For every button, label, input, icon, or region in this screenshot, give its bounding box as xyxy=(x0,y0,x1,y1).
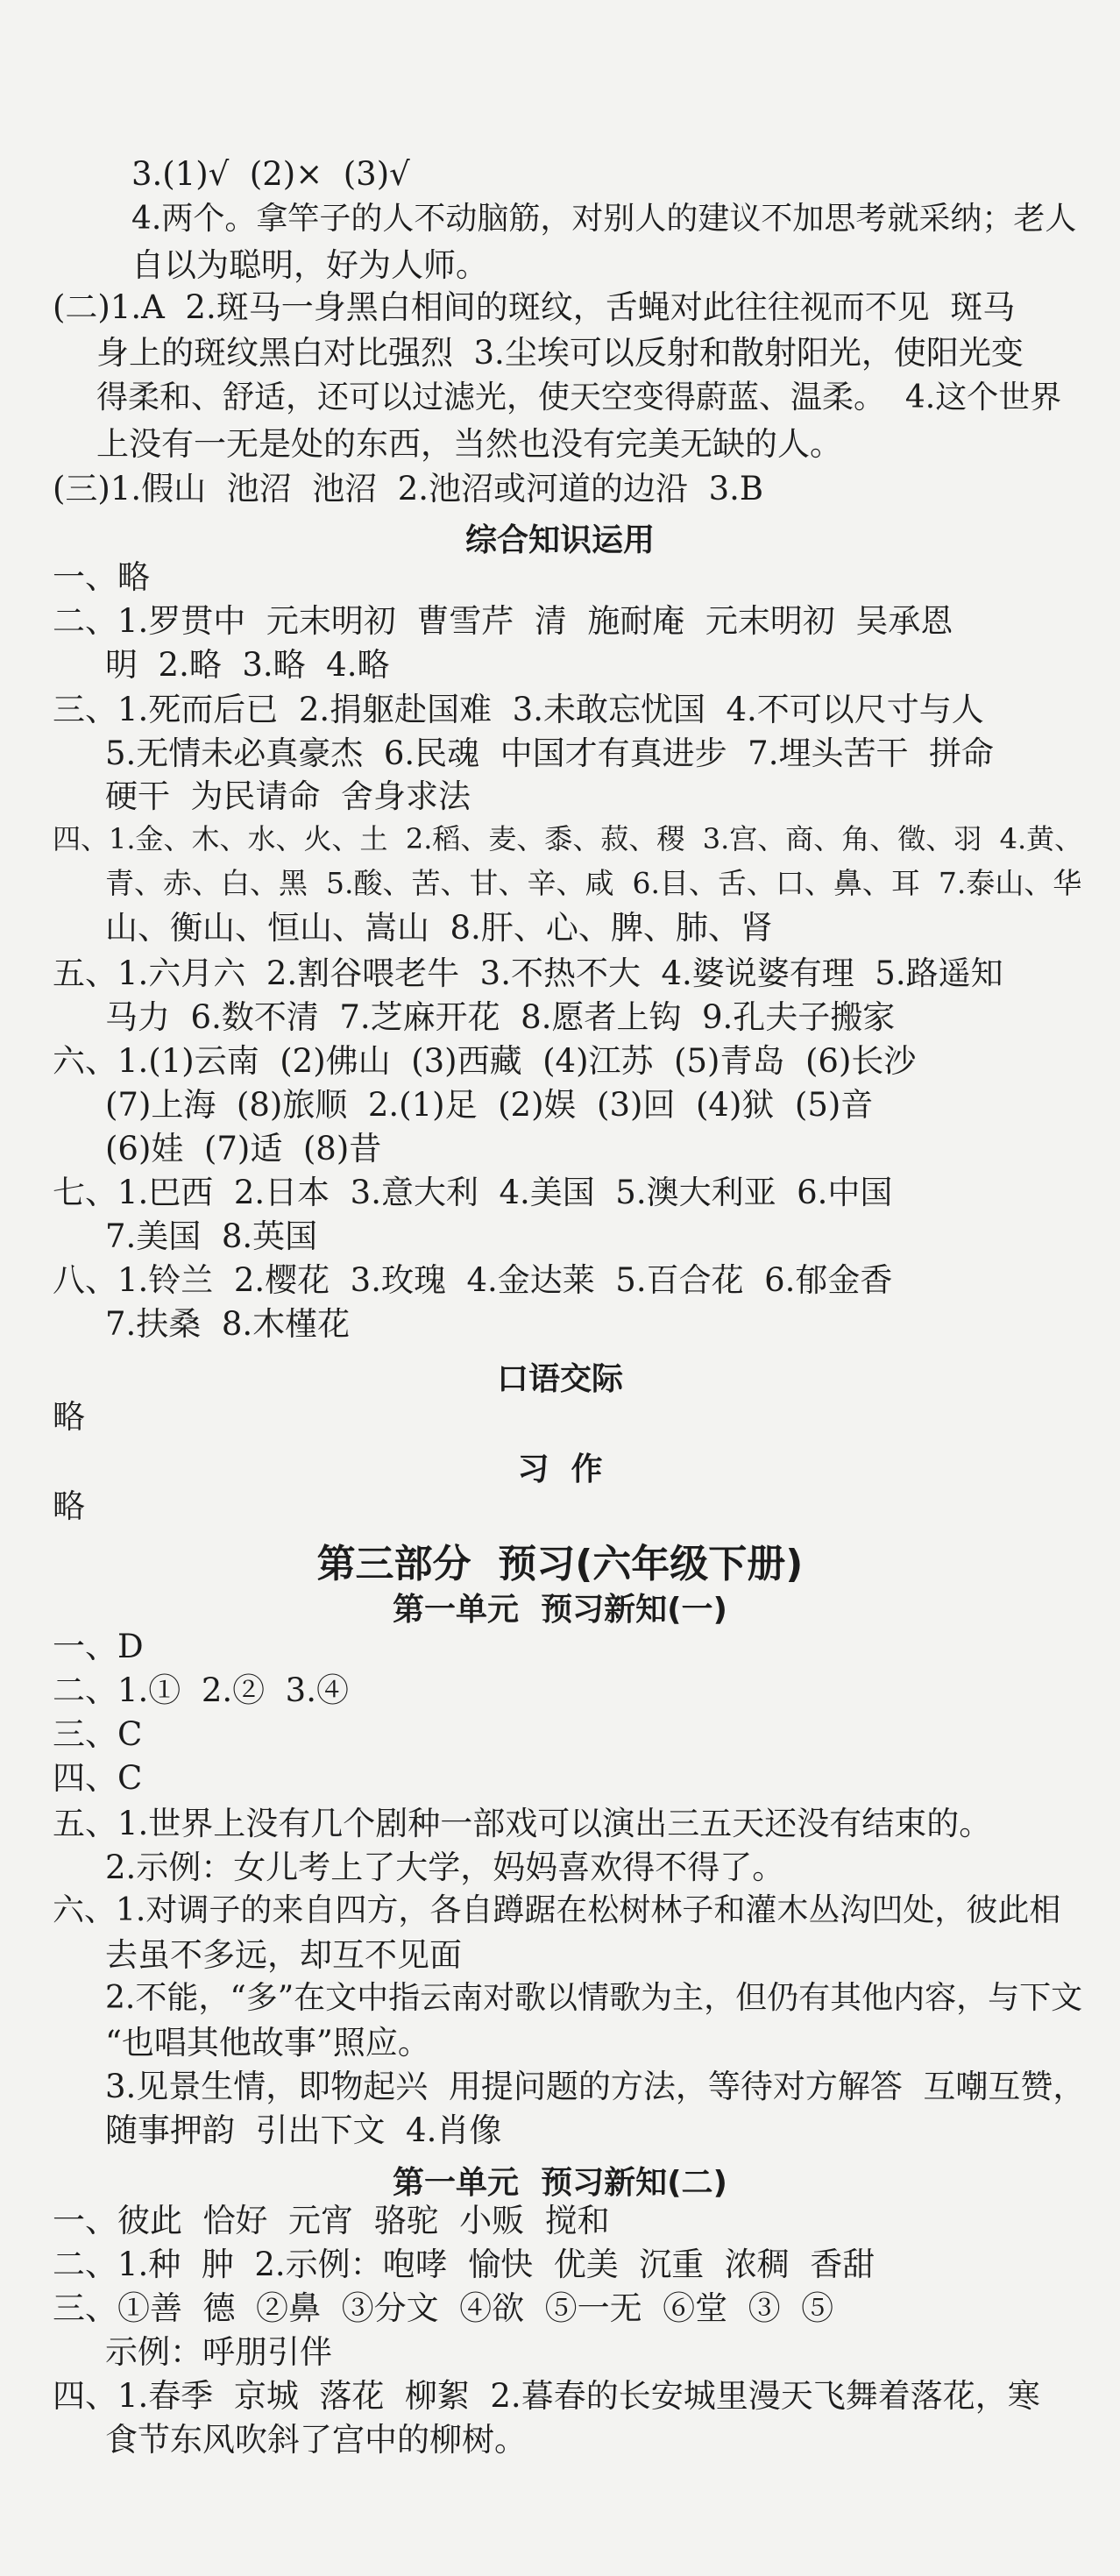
section-heading: 习 作 xyxy=(517,1451,603,1487)
answer-line: 5.无情未必真豪杰 6.民魂 中国才有真进步 7.埋头苦干 拼命 xyxy=(105,734,994,772)
answer-line: 一、彼此 恰好 元宵 骆驼 小贩 搅和 xyxy=(53,2202,610,2239)
answer-line: 三、C xyxy=(53,1715,143,1753)
section-heading: 第一单元 预习新知(一) xyxy=(393,1592,727,1628)
answer-line: 三、①善 德 ②鼻 ③分文 ④欲 ⑤一无 ⑥堂 ③ ⑤ xyxy=(53,2289,834,2327)
section-heading: 口语交际 xyxy=(496,1361,623,1397)
answer-line: 身上的斑纹黑白对比强烈 3.尘埃可以反射和散射阳光，使阳光变 xyxy=(96,334,1024,372)
answer-line: (三)1.假山 池沼 池沼 2.池沼或河道的边沿 3.B xyxy=(53,470,764,507)
answer-line: (6)娃 (7)适 (8)昔 xyxy=(105,1130,382,1167)
part-title: 第三部分 预习(六年级下册) xyxy=(316,1542,804,1586)
answer-line: 上没有一无是处的东西，当然也没有完美无缺的人。 xyxy=(96,425,842,463)
answer-line: 2.示例：女儿考上了大学，妈妈喜欢得不得了。 xyxy=(105,1849,785,1886)
answer-line: 四、1.金、木、水、火、土 2.稻、麦、黍、菽、稷 3.宫、商、角、徵、羽 4.黄、 xyxy=(53,822,1083,855)
answer-line: 山、衡山、恒山、嵩山 8.肝、心、脾、肺、肾 xyxy=(105,909,773,947)
answer-line: 自以为聪明，好为人师。 xyxy=(131,246,488,284)
answer-line: 八、1.铃兰 2.樱花 3.玫瑰 4.金达莱 5.百合花 6.郁金香 xyxy=(53,1261,893,1299)
answer-line: 随事押韵 引出下文 4.肖像 xyxy=(105,2111,502,2149)
answer-line: 二、1.罗贯中 元末明初 曹雪芹 清 施耐庵 元末明初 吴承恩 xyxy=(53,602,953,640)
answer-line: 4.两个。拿竿子的人不动脑筋，对别人的建议不加思考就采纳；老人 xyxy=(131,201,1077,237)
answer-line: 一、略 xyxy=(53,558,150,596)
answer-line: 3.(1)√ (2)× (3)√ xyxy=(131,155,410,193)
answer-line: 一、D xyxy=(53,1628,144,1665)
answer-line: 7.美国 8.英国 xyxy=(105,1217,318,1255)
answer-line: 四、1.春季 京城 落花 柳絮 2.暮春的长安城里漫天飞舞着落花，寒 xyxy=(53,2377,1040,2415)
answer-line: 五、1.六月六 2.割谷喂老牛 3.不热不大 4.婆说婆有理 5.路遥知 xyxy=(53,954,1003,992)
answer-line: 六、1.(1)云南 (2)佛山 (3)西藏 (4)江苏 (5)青岛 (6)长沙 xyxy=(53,1042,917,1080)
answer-line: 四、C xyxy=(53,1759,143,1797)
answer-line: 马力 6.数不清 7.芝麻开花 8.愿者上钩 9.孔夫子搬家 xyxy=(105,998,896,1036)
answer-line: 三、1.死而后已 2.捐躯赴国难 3.未敢忘忧国 4.不可以尺寸与人 xyxy=(53,691,984,728)
answer-line: 五、1.世界上没有几个剧种一部戏可以演出三五天还没有结束的。 xyxy=(53,1805,992,1842)
answer-line: (7)上海 (8)旅顺 2.(1)足 (2)娱 (3)回 (4)狱 (5)音 xyxy=(105,1086,874,1124)
answer-line: “也唱其他故事”照应。 xyxy=(105,2024,430,2062)
answer-line: 示例：呼朋引伴 xyxy=(105,2333,332,2371)
answer-line: (二)1.A 2.斑马一身黑白相间的斑纹，舌蝇对此往往视而不见 斑马 xyxy=(53,288,1016,326)
answer-line: 青、赤、白、黑 5.酸、苦、甘、辛、咸 6.目、舌、口、鼻、耳 7.泰山、华 xyxy=(105,866,1082,900)
answer-line: 得柔和、舒适，还可以过滤光，使天空变得蔚蓝、温柔。 4.这个世界 xyxy=(96,380,1062,415)
section-heading: 第一单元 预习新知(二) xyxy=(393,2165,727,2201)
answer-line: 2.不能，“多”在文中指云南对歌以情歌为主，但仍有其他内容，与下文 xyxy=(105,1980,1083,2016)
answer-line: 3.见景生情，即物起兴 用提问题的方法，等待对方解答 互嘲互赞， xyxy=(105,2068,1086,2105)
answer-line: 明 2.略 3.略 4.略 xyxy=(105,646,390,684)
answer-line: 六、1.对调子的来自四方，各自蹲踞在松树林子和灌木丛沟凹处，彼此相 xyxy=(53,1892,1061,1928)
answer-line: 硬干 为民请命 舍身求法 xyxy=(105,777,471,815)
section-heading: 综合知识运用 xyxy=(464,522,655,558)
answer-line: 二、1.种 肿 2.示例：咆哮 愉快 优美 沉重 浓稠 香甜 xyxy=(53,2246,875,2283)
answer-line: 略 xyxy=(53,1398,85,1436)
answer-line: 略 xyxy=(53,1487,85,1525)
answer-line: 食节东风吹斜了宫中的柳树。 xyxy=(105,2421,527,2459)
answer-line: 七、1.巴西 2.日本 3.意大利 4.美国 5.澳大利亚 6.中国 xyxy=(53,1174,893,1211)
answer-line: 去虽不多远，却互不见面 xyxy=(105,1936,462,1974)
answer-line: 7.扶桑 8.木槿花 xyxy=(105,1305,351,1343)
answer-line: 二、1.① 2.② 3.④ xyxy=(53,1671,349,1709)
